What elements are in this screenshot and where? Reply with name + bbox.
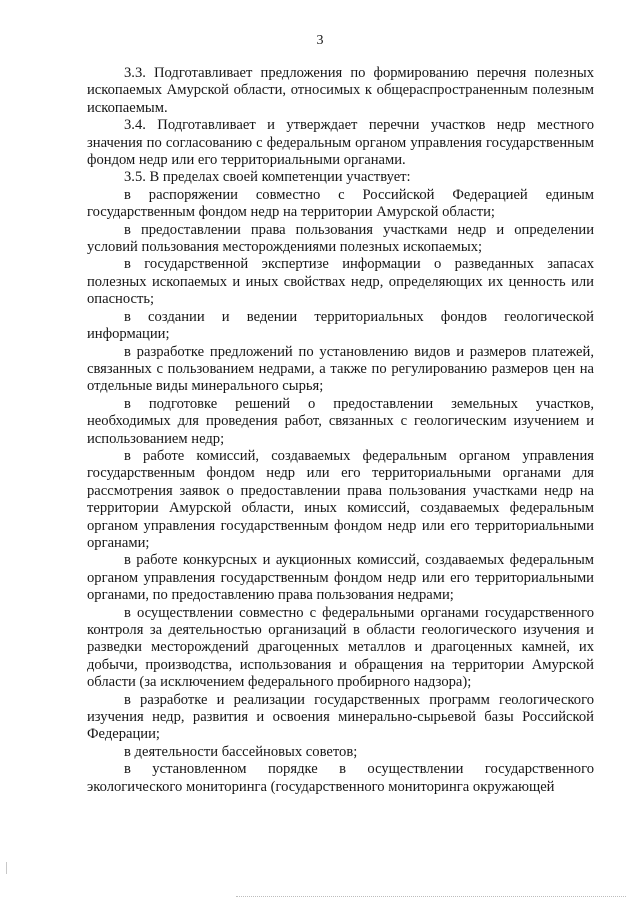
list-item: в государственной экспертизе информации о разведанных запасах полезных ископаемых и иных свойствах недр, определяющих их ценность или опасность;	[87, 256, 594, 308]
list-item: в создании и ведении территориальных фондов геологической информации;	[87, 308, 594, 343]
document-body	[87, 65, 594, 796]
paragraph-3-5: 3.5. В пределах своей компетенции участвует:	[124, 169, 411, 186]
list-item: в работе конкурсных и аукционных комиссий, создаваемых федеральным органом управления государственным фондом недр или его территориальными органами, по предоставлению права пользования недрами;	[87, 552, 594, 604]
list-item: в осуществлении совместно с федеральными органами государственного контроля за деятельностью организаций в области геологического изучения и разведки месторождений драгоценных металлов и драгоценных камней, их добычи, производства, использования и обращения на территории Амурской области (за исключением федерального пробирного надзора);	[87, 604, 594, 691]
list-item: в подготовке решений о предоставлении земельных участков, необходимых для проведения работ, связанных с геологическим изучением и использованием недр;	[87, 395, 594, 447]
list-item: в установленном порядке в осуществлении государственного экологического мониторинга (государственного мониторинга окружающей	[87, 761, 594, 795]
paragraph-3-3: 3.3. Подготавливает предложения по формированию перечня полезных ископаемых Амурской области, относимых к общераспространенным полезным ископаемым.	[87, 65, 594, 116]
list-item: в разработке предложений по установлению видов и размеров платежей, связанных с пользованием недрами, а также по регулированию размеров цен на отдельные виды минерального сырья;	[87, 343, 594, 395]
list-item: в распоряжении совместно с Российской Федерацией единым государственным фондом недр на территории Амурской области;	[87, 186, 594, 221]
list-item: в деятельности бассейновых советов;	[124, 743, 358, 760]
list-item: в предоставлении права пользования участками недр и определении условий пользования месторождениями полезных ископаемых;	[87, 221, 594, 256]
paragraph-3-4: 3.4. Подготавливает и утверждает перечни участков недр местного значения по согласованию с федеральным органом управления государственным фондом недр или его территориальными органами.	[87, 117, 594, 169]
list-item: в разработке и реализации государственных программ геологического изучения недр, развития и освоения минерально-сырьевой базы Российской Федерации;	[87, 691, 594, 743]
list-item: в работе комиссий, создаваемых федеральным органом управления государственным фондом недр или его территориальными органами для рассмотрения заявок о предоставлении права пользования участками недр на территории Амурской области, иных комиссий, создаваемых федеральным органом управления государственным фондом недр или его территориальными органами;	[87, 447, 594, 551]
scan-bottom-rule	[236, 896, 626, 897]
scan-margin-mark	[6, 862, 10, 874]
page-number: 3	[316, 33, 324, 48]
